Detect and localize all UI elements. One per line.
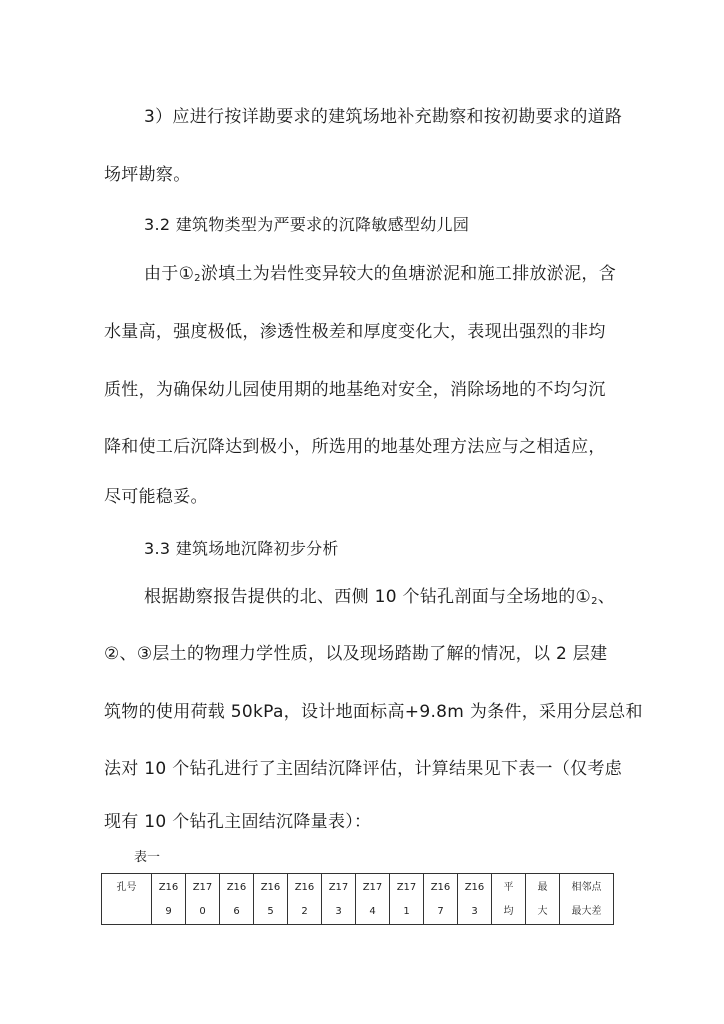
table-cell: 2	[288, 900, 322, 925]
table-cell: 4	[356, 900, 390, 925]
table-cell: 7	[424, 900, 458, 925]
table-caption: 表一	[134, 850, 161, 865]
paragraph-line: 法对 10 个钻孔进行了主固结沉降评估，计算结果见下表一（仅考虑	[104, 759, 623, 779]
table-cell: 3	[322, 900, 356, 925]
paragraph-line	[144, 585, 615, 614]
text-run: 淤填土为岩性变异较大的鱼塘淤泥和施工排放淤泥，含	[200, 264, 617, 284]
table-cell: Z16	[424, 874, 458, 901]
table-cell: Z16	[458, 874, 492, 901]
table-cell: Z17	[322, 874, 356, 901]
table-cell: 0	[186, 900, 220, 925]
table-cell: Z17	[186, 874, 220, 901]
table-cell: 1	[390, 900, 424, 925]
table-cell: Z16	[288, 874, 322, 901]
paragraph-line: 质性，为确保幼儿园使用期的地基绝对安全，消除场地的不均匀沉	[104, 380, 606, 400]
table-cell: 相邻点	[560, 874, 614, 901]
table-cell	[102, 900, 152, 925]
text-run: 根据勘察报告提供的北、西侧 10 个钻孔剖面与全场地的①	[144, 587, 592, 607]
settlement-table	[101, 873, 614, 925]
section-heading-3-3: 3.3 建筑场地沉降初步分析	[144, 539, 339, 558]
table-cell: 9	[152, 900, 186, 925]
paragraph-line: 降和使工后沉降达到极小，所选用的地基处理方法应与之相适应，	[104, 437, 606, 457]
table-cell: 大	[526, 900, 560, 925]
section-heading-3-2: 3.2 建筑物类型为严要求的沉降敏感型幼儿园	[144, 215, 470, 234]
table-cell: Z17	[390, 874, 424, 901]
paragraph-line: 现有 10 个钻孔主固结沉降量表）：	[104, 812, 372, 832]
table-row	[102, 874, 614, 901]
text-run: 由于①	[144, 264, 195, 284]
paragraph-line: 3）应进行按详勘要求的建筑场地补充勘察和按初勘要求的道路	[144, 107, 623, 127]
table-cell: 平	[492, 874, 526, 901]
table-cell: 最	[526, 874, 560, 901]
paragraph-line: ②、③层土的物理力学性质，以及现场踏勘了解的情况，以 2 层建	[104, 644, 608, 664]
table-row	[102, 900, 614, 925]
paragraph-line: 尽可能稳妥。	[104, 487, 208, 507]
table-cell: Z16	[220, 874, 254, 901]
table-cell: 5	[254, 900, 288, 925]
subscript: 2	[194, 273, 201, 284]
subscript: 2	[591, 596, 598, 607]
table-cell: Z17	[356, 874, 390, 901]
paragraph-line: 场坪勘察。	[104, 165, 191, 185]
table-cell: 均	[492, 900, 526, 925]
paragraph-line	[144, 262, 616, 291]
table-cell: 6	[220, 900, 254, 925]
table-cell: 最大差	[560, 900, 614, 925]
table-cell: 3	[458, 900, 492, 925]
paragraph-line: 水量高，强度极低，渗透性极差和厚度变化大，表现出强烈的非均	[104, 322, 606, 342]
text-run: 、	[597, 587, 616, 607]
table-cell: Z16	[152, 874, 186, 901]
table-cell: 孔号	[102, 874, 152, 901]
paragraph-line: 筑物的使用荷载 50kPa，设计地面标高+9.8m 为条件，采用分层总和	[104, 702, 643, 722]
table-cell: Z16	[254, 874, 288, 901]
